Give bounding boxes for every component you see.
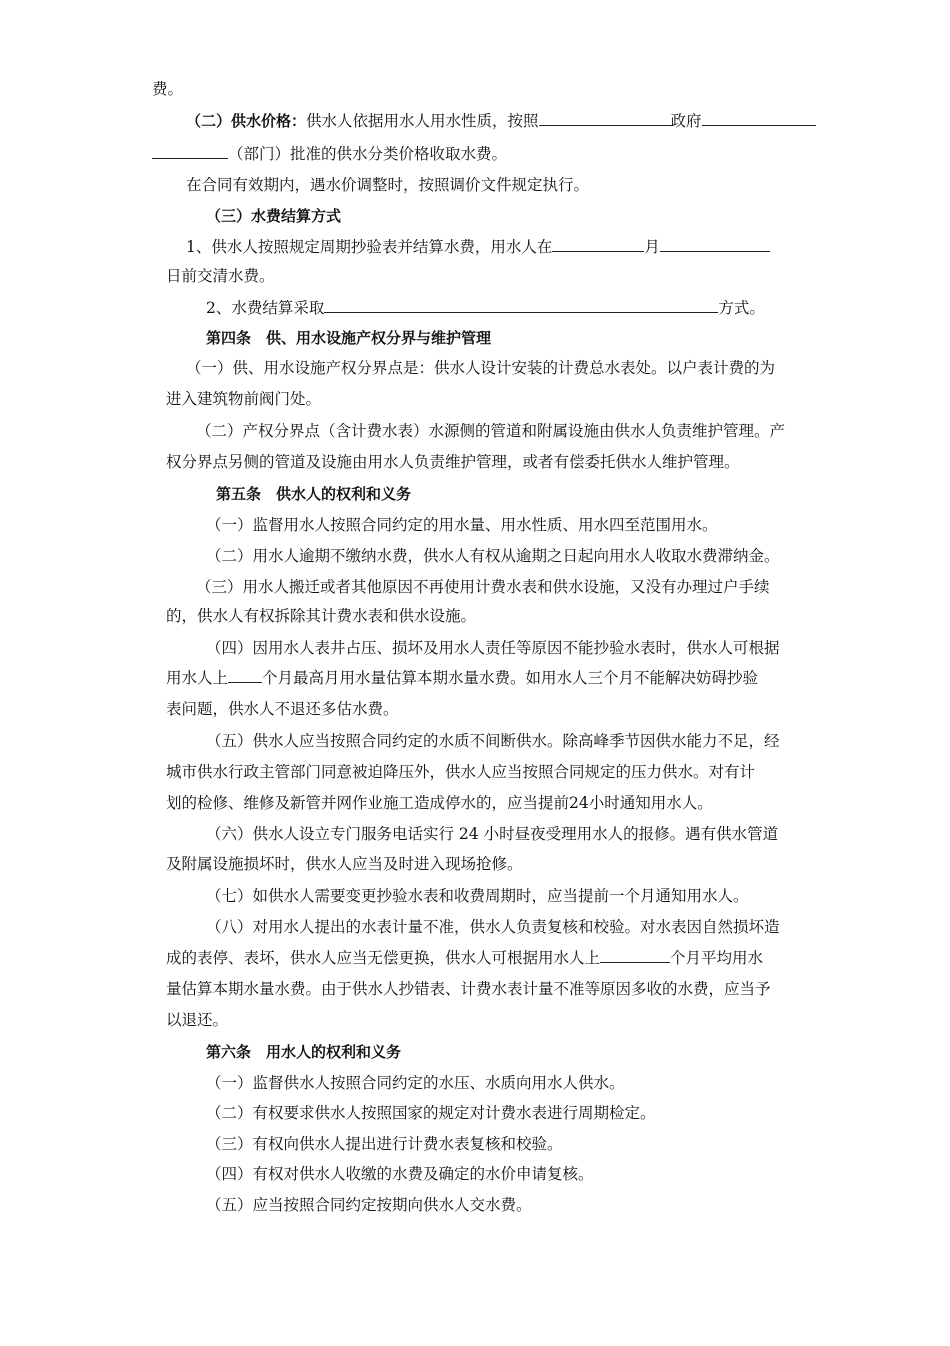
blank-field[interactable]	[660, 236, 770, 252]
text-line: 以退还。	[166, 1011, 229, 1029]
water-price-line: （二）供水价格：供水人依据用水人用水性质，按照 政府	[186, 110, 816, 132]
text-line: （一）监督用水人按照合同约定的用水量、用水性质、用水四至范围用水。	[206, 516, 718, 534]
text-line: （一）供、用水设施产权分界点是：供水人设计安装的计费总水表处。以户表计费的为	[186, 359, 776, 377]
article-5-heading: 第五条 供水人的权利和义务	[216, 485, 412, 503]
text-line: 用水人上 个月最高月用水量估算本期水量水费。如用水人三个月不能解决妨碍抄验	[166, 669, 759, 687]
text-line: 划的检修、维修及新管并网作业施工造成停水的，应当提前24小时通知用水人。	[166, 794, 713, 812]
text-line: （二）用水人逾期不缴纳水费，供水人有权从逾期之日起向用水人收取水费滞纳金。	[206, 547, 780, 565]
text-line: 1、供水人按照规定周期抄验表并结算水费，用水人在 月	[186, 236, 770, 258]
text-line: 权分界点另侧的管道及设施由用水人负责维护管理，或者有偿委托供水人维护管理。	[166, 453, 740, 471]
text-line: （二）产权分界点（含计费水表）水源侧的管道和附属设施由供水人负责维护管理。产	[196, 422, 786, 440]
text-line: （三）有权向供水人提出进行计费水表复核和校验。	[206, 1135, 563, 1153]
text-line: （七）如供水人需要变更抄验水表和收费周期时，应当提前一个月通知用水人。	[206, 887, 749, 905]
blank-field[interactable]	[152, 143, 228, 159]
blank-field[interactable]	[552, 236, 644, 252]
blank-field[interactable]	[228, 667, 262, 683]
text-line: 表问题，供水人不退还多估水费。	[166, 700, 399, 718]
text-line: （部门）批准的供水分类价格收取水费。	[152, 143, 507, 165]
text-line: （四）有权对供水人收缴的水费及确定的水价申请复核。	[206, 1165, 594, 1183]
text-line: 在合同有效期内，遇水价调整时，按照调价文件规定执行。	[186, 176, 590, 194]
text-line: 成的表停、表坏，供水人应当无偿更换，供水人可根据用水人上 个月平均用水	[166, 949, 764, 967]
text-line: （五）应当按照合同约定按期向供水人交水费。	[206, 1196, 532, 1214]
text-line: 进入建筑物前阀门处。	[166, 390, 322, 408]
text-line: （八）对用水人提出的水表计量不准，供水人负责复核和校验。对水表因自然损坏造	[206, 918, 780, 936]
text-line: （二）有权要求供水人按照国家的规定对计费水表进行周期检定。	[206, 1104, 656, 1122]
text-line: （四）因用水人表井占压、损坏及用水人责任等原因不能抄验水表时，供水人可根据	[206, 639, 780, 657]
text-line: 日前交清水费。	[166, 267, 275, 285]
text-line: 及附属设施损坏时，供水人应当及时进入现场抢修。	[166, 855, 523, 873]
article-6-heading: 第六条 用水人的权利和义务	[206, 1043, 402, 1061]
text-line: 城市供水行政主管部门同意被迫降压外，供水人应当按照合同规定的压力供水。对有计	[166, 763, 756, 781]
text-line: （六）供水人设立专门服务电话实行 24 小时昼夜受理用水人的报修。遇有供水管道	[206, 825, 779, 843]
blank-field[interactable]	[539, 110, 671, 126]
text-line: （一）监督供水人按照合同约定的水压、水质向用水人供水。	[206, 1074, 625, 1092]
text-line: 费。	[152, 80, 184, 98]
blank-field[interactable]	[600, 947, 670, 963]
text-line: 量估算本期水量水费。由于供水人抄错表、计费水表计量不准等原因多收的水费，应当予	[166, 980, 771, 998]
blank-field[interactable]	[702, 110, 816, 126]
text-line: 的，供水人有权拆除其计费水表和供水设施。	[166, 607, 477, 625]
blank-field[interactable]	[324, 297, 718, 313]
text-line: （五）供水人应当按照合同约定的水质不间断供水。除高峰季节因供水能力不足，经	[206, 732, 780, 750]
section-heading-settlement: （三）水费结算方式	[206, 207, 342, 225]
article-4-heading: 第四条 供、用水设施产权分界与维护管理	[206, 329, 492, 347]
section-heading-water-price: （二）供水价格：	[186, 112, 307, 130]
text-line: 2、水费结算采取 方式。	[206, 299, 765, 317]
text-line: （三）用水人搬迁或者其他原因不再使用计费水表和供水设施，又没有办理过户手续	[196, 578, 770, 596]
